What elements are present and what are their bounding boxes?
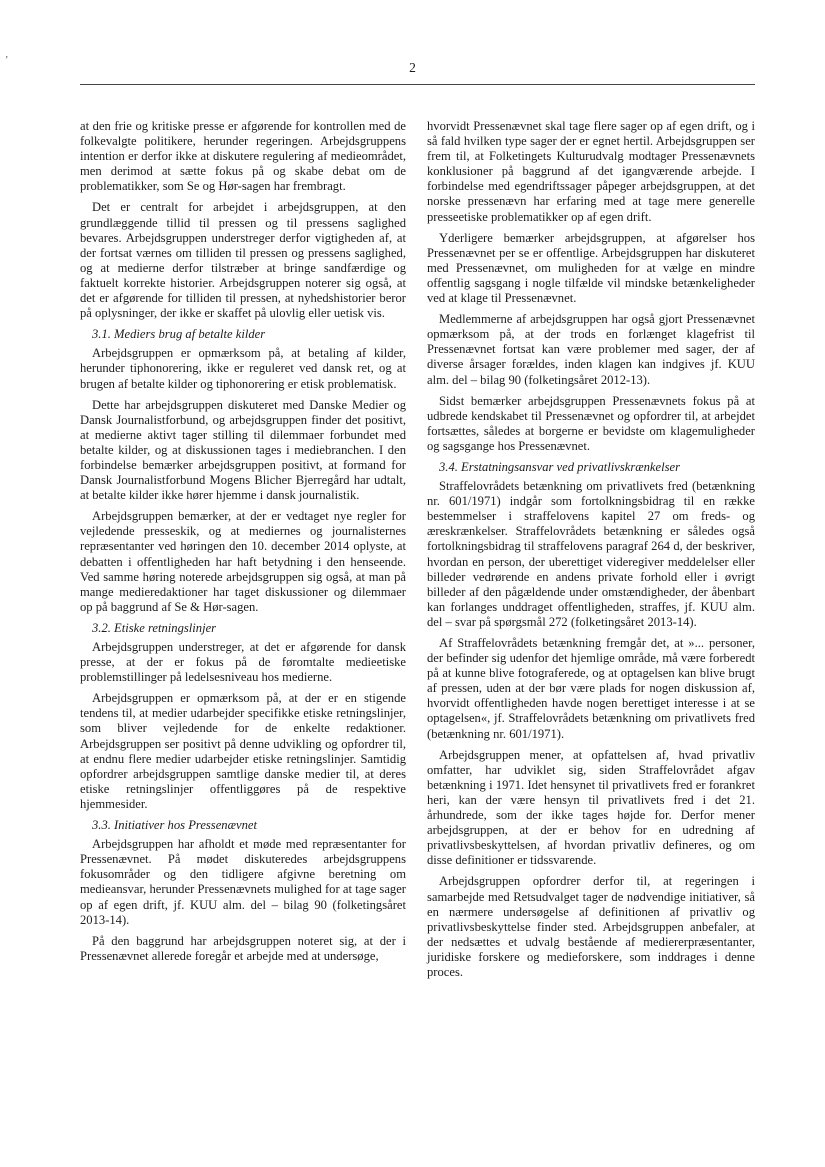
paragraph: Arbejdsgruppen er opmærksom på, at der er en stigende tendens til, at medier udarbejder specifikke etiske retningslinjer, som bliver vejledende for de enkelte redaktioner. Arbejdsgruppen ser positivt på denne udvikling og opfordrer til, at endnu flere medier udarbejder etiske retningslinjer. Samtidig opfordrer arbejdsgruppen samtlige danske medier til, at deres etiske retningslinjer offentliggøres på de respektive hjemmesider.	[80, 691, 406, 811]
header-rule	[80, 84, 755, 85]
paragraph: Sidst bemærker arbejdsgruppen Pressenævnets fokus på at udbrede kendskabet til Pressenævnet og opfordrer til, at arbejdet fortsættes, således at borgerne er bevidste om klagemuligheder og sagsgange hos Pressenævnet.	[427, 393, 755, 453]
paragraph: På den baggrund har arbejdsgruppen noteret sig, at der i Pressenævnet allerede foregår et arbejde med at undersøge,	[80, 933, 406, 963]
paragraph: Arbejdsgruppen har afholdt et møde med repræsentanter for Pressenævnet. På mødet diskuteredes arbejdsgruppens fokusområder og den tidligere afgivne beretning om medieansvar, herunder Pressenævnets mulighed for at tage sager op af egen drift, jf. KUU alm. del – bilag 90 (folketingsåret 2013-14).	[80, 837, 406, 927]
paragraph: Arbejdsgruppen er opmærksom på, at betaling af kilder, herunder tiphonorering, ikke er reguleret ved dansk ret, og at brugen af betalte kilder og tiphonorering er etisk problematisk.	[80, 346, 406, 391]
paragraph: Af Straffelovrådets betænkning fremgår det, at »... personer, der befinder sig udenfor det hjemlige område, må være forberedt på at kunne blive fotograferede, og at optagelsen kan blive brugt af pressen, uden at der bør være plads for nogen diskussion af, hvorvidt offentligheden havde nogen berettiget interesse i at se optagelsen«, jf. Straffelovrådets betænkning om privatlivets fred (betænkning nr. 601/1971).	[427, 636, 755, 741]
paragraph: Yderligere bemærker arbejdsgruppen, at afgørelser hos Pressenævnet per se er offentlige. Arbejdsgruppen har diskuteret med Pressenævnet, om muligheden for at vælge en mindre offentlig sagsgang i nogle tilfælde vil mindske betænkeligheder ved at klage til Pressenævnet.	[427, 230, 755, 306]
paragraph: Dette har arbejdsgruppen diskuteret med Danske Medier og Dansk Journalistforbund, og arbejdsgruppen finder det positivt, at medierne aktivt tager stilling til dilemmaer forbundet med betalte kilder, og at diskussionen tages i mediebranchen. I den forbindelse bemærker arbejdsgruppen positivt, at formand for Dansk Journalistforbund Mogens Blicher Bjerregård har udtalt, at betalte kilder ikke hører hjemme i dansk journalistik.	[80, 397, 406, 503]
paragraph: hvorvidt Pressenævnet skal tage flere sager op af egen drift, og i så fald hvilken type sager der er egnet hertil. Arbejdsgruppen ser frem til, at Folketingets Kulturudvalg modtager Pressenævnets konklusioner på baggrund af det igangværende arbejde. I forbindelse med egendriftssager påpeger arbejdsgruppen, at det norske pressenævn har erfaring med at tage mere generelle presseetiske problematikker op af egen drift.	[427, 119, 755, 224]
section-heading: 3.3. Initiativer hos Pressenævnet	[92, 818, 257, 833]
section-heading: 3.4. Erstatningsansvar ved privatlivskrænkelser	[439, 459, 681, 474]
section-heading: 3.2. Etiske retningslinjer	[92, 620, 217, 635]
paragraph: at den frie og kritiske presse er afgørende for kontrollen med de folkevalgte politikere, herunder regeringen. Arbejdsgruppens intention er derfor ikke at diskutere regulering af medieområdet, men derimod at sætte fokus på og skabe debat om de problematikker, som Se og Hør-sagen har frembragt.	[80, 119, 406, 194]
scan-mark: ’	[5, 55, 9, 66]
paragraph: Medlemmerne af arbejdsgruppen har også gjort Pressenævnet opmærksom på, at der trods en forlænget klagefrist til Pressenævnet fortsat kan være problemer med sager, der af diverse årsager forældes, inden klagen kan indgives jf. KUU alm. del – bilag 90 (folketingsåret 2012-13).	[427, 312, 755, 387]
section-heading: 3.1. Mediers brug af betalte kilder	[92, 327, 266, 342]
page-number: 2	[409, 60, 416, 75]
paragraph: Arbejdsgruppen mener, at opfattelsen af, hvad privatliv omfatter, har udviklet sig, siden Straffelovrådet afgav betænkning i 1971. Idet hensynet til privatlivets fred er forankret heri, kan der være hensyn til privatlivets fred i det 21. århundrede, som der ikke tages højde for. Derfor mener arbejdsgruppen, at der er behov for en udredning af privatlivsbeskyttelsen, af hvordan privatliv defineres, og om disse definitioner er tidssvarende.	[427, 747, 755, 868]
paragraph: Arbejdsgruppen bemærker, at der er vedtaget nye regler for vejledende presseskik, og at mediernes og journalisternes repræsentanter ved høringen den 10. december 2014 oplyste, at debatten i offentligheden har haft betydning i den henseende. Ved samme høring noterede arbejdsgruppen sig også, at man på mange medieredaktioner har taget diskussioner og dilemmaer op på baggrund af Se & Hør-sagen.	[80, 509, 406, 614]
right-column	[427, 119, 755, 986]
paragraph: Det er centralt for arbejdet i arbejdsgruppen, at den grundlæggende tillid til pressen og til pressens saglighed bevares. Arbejdsgruppen understreger derfor vigtigheden af, at der fortsat værnes om tilliden til pressen og pressens saglighed, og at medierne derfor tilstræber at bringe sandfærdige og faktuelt korrekte historier. Arbejdsgruppen noterer sig også, at det er afgørende for tilliden til pressen, at nyhedshistorier beror på oplysninger, der ikke er skaffet på ulovlig eller uetisk vis.	[80, 200, 406, 321]
paragraph: Straffelovrådets betænkning om privatlivets fred (betænkning nr. 601/1971) indgår som fortolkningsbidrag til en række bestemmelser i straffelovens kapitel 27 om freds- og æreskrænkelser. Straffelovrådets betænkning er således også fortolkningsbidrag til straffelovens paragraf 264 d, der beskriver, hvordan en person, der uberettiget videregiver meddelelser eller billeder vedrørende en andens private forhold eller i øvrigt billeder af den pågældende under omstændigheder, der åbenbart kan forlanges unddraget offentligheden, straffes, jf. KUU alm. del – svar på spørgsmål 272 (folketingsåret 2013-14).	[427, 479, 755, 629]
paragraph: Arbejdsgruppen opfordrer derfor til, at regeringen i samarbejde med Retsudvalget tager de nødvendige initiativer, så en nærmere undersøgelse af definitionen af privatliv og privatlivsbeskyttelse finder sted. Arbejdsgruppen anbefaler, at der nedsættes et udvalg bestående af mediererpræsentanter, juridiske forskere og medieforskere, som inddrages i denne proces.	[427, 874, 755, 979]
paragraph: Arbejdsgruppen understreger, at det er afgørende for dansk presse, at der er fokus på de føromtalte medieetiske problemstillinger på ledelsesniveau hos medierne.	[80, 640, 406, 685]
left-column	[80, 119, 406, 970]
